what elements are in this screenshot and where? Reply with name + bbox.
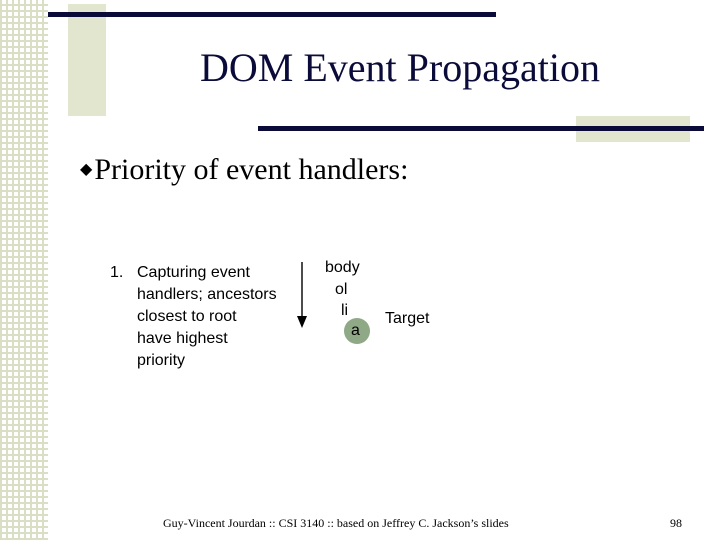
diamond-bullet-icon: ◆	[80, 161, 93, 178]
dom-node-li: li	[341, 302, 349, 319]
title-rule-bottom	[258, 126, 704, 131]
down-arrow-icon	[296, 262, 308, 328]
list-text	[137, 262, 307, 372]
list-line: closest to root	[137, 308, 237, 325]
slide-title: DOM Event Propagation	[200, 45, 600, 90]
list-line: have highest	[137, 330, 228, 347]
dom-node-ol: ol	[335, 281, 348, 298]
bullet-text: Priority of event handlers:	[94, 153, 409, 186]
list-number: 1.	[110, 264, 124, 281]
page-number: 98	[670, 516, 682, 530]
decorative-pattern-block-top	[68, 4, 106, 116]
bullet-item	[80, 153, 408, 187]
decorative-pattern-left	[0, 0, 48, 540]
list-line: priority	[137, 352, 186, 369]
title-rule-top	[48, 12, 496, 17]
list-line: handlers; ancestors	[137, 286, 277, 303]
dom-node-body: body	[325, 259, 360, 276]
slide-footer: Guy-Vincent Jourdan :: CSI 3140 :: based on Jeffrey C. Jackson’s slides	[163, 516, 509, 530]
dom-node-a: a	[351, 322, 360, 339]
list-line: Capturing event	[137, 264, 250, 281]
target-label: Target	[385, 310, 430, 327]
